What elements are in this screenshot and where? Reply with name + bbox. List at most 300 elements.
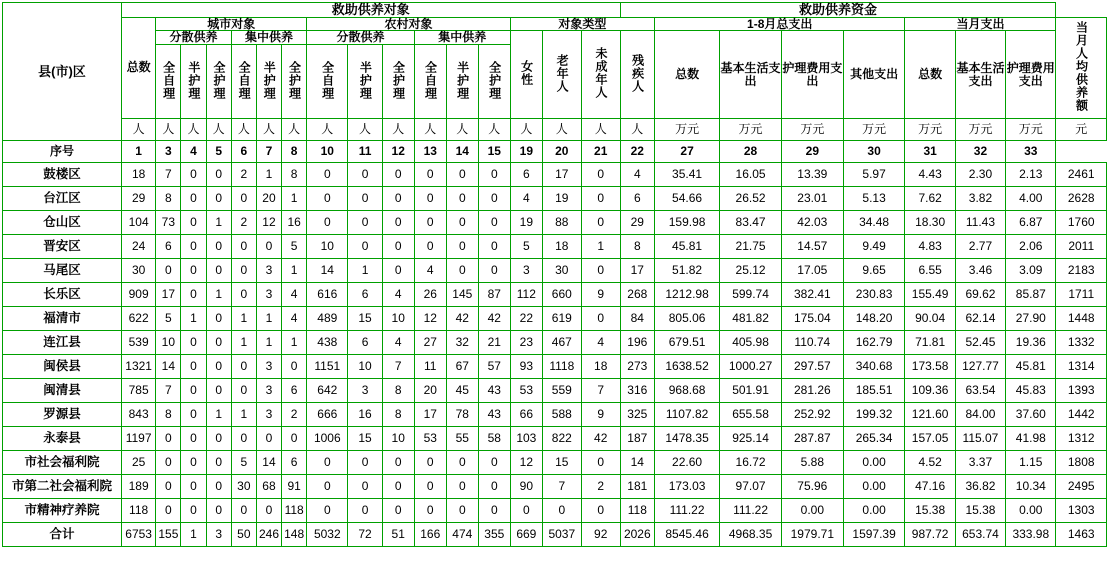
cell-value: 5 — [231, 450, 256, 474]
cell-value: 6 — [282, 378, 307, 402]
cell-value: 112 — [510, 282, 542, 306]
cell-value: 0 — [446, 210, 478, 234]
cell-value: 1.15 — [1006, 450, 1056, 474]
cell-value: 115.07 — [955, 426, 1005, 450]
cell-value: 0 — [446, 474, 478, 498]
cell-value: 50 — [231, 522, 256, 546]
table-row — [3, 354, 1107, 378]
cell-value: 3 — [348, 378, 382, 402]
cell-value: 90.04 — [905, 306, 955, 330]
cell-value: 2011 — [1056, 234, 1107, 258]
cell-value: 15 — [542, 450, 581, 474]
cell-value: 189 — [121, 474, 155, 498]
cell-value: 0 — [181, 450, 206, 474]
cell-value: 0 — [382, 234, 414, 258]
row-label: 市第二社会福利院 — [3, 474, 122, 498]
table-row — [3, 426, 1107, 450]
cell-value: 196 — [620, 330, 654, 354]
unit-cell: 万元 — [654, 118, 719, 140]
cell-value: 45.81 — [1006, 354, 1056, 378]
cell-value: 1 — [282, 330, 307, 354]
cell-value: 8545.46 — [654, 522, 719, 546]
table-row — [3, 282, 1107, 306]
cell-value: 7 — [542, 474, 581, 498]
cell-value: 4.83 — [905, 234, 955, 258]
cell-value: 54.66 — [654, 186, 719, 210]
seq-num: 13 — [414, 140, 446, 162]
cell-value: 0 — [231, 426, 256, 450]
cell-value: 3.37 — [955, 450, 1005, 474]
cell-value: 4 — [414, 258, 446, 282]
cell-value: 0 — [181, 186, 206, 210]
cell-value: 0 — [156, 474, 181, 498]
cell-value: 843 — [121, 402, 155, 426]
cell-value: 6 — [156, 234, 181, 258]
cell-value: 1 — [256, 330, 281, 354]
cell-value: 14.57 — [781, 234, 843, 258]
cell-value: 45.83 — [1006, 378, 1056, 402]
cell-value: 6.55 — [905, 258, 955, 282]
unit-cell: 人 — [206, 118, 231, 140]
cell-value: 1197 — [121, 426, 155, 450]
cell-value: 1478.35 — [654, 426, 719, 450]
cell-value: 1711 — [1056, 282, 1107, 306]
cell-value: 1393 — [1056, 378, 1107, 402]
cell-value: 21 — [478, 330, 510, 354]
cell-value: 67 — [446, 354, 478, 378]
cell-value: 925.14 — [720, 426, 782, 450]
cell-value: 0 — [478, 498, 510, 522]
cell-value: 0 — [307, 210, 348, 234]
row-label: 永泰县 — [3, 426, 122, 450]
sequence-label: 序号 — [3, 140, 122, 162]
cell-value: 155.49 — [905, 282, 955, 306]
cell-value: 5 — [156, 306, 181, 330]
cell-value: 83.47 — [720, 210, 782, 234]
cell-value: 3.82 — [955, 186, 1005, 210]
cell-value: 0 — [382, 450, 414, 474]
cell-value: 0 — [348, 474, 382, 498]
cell-value: 9.49 — [843, 234, 905, 258]
cell-value: 73 — [156, 210, 181, 234]
cell-value: 0 — [581, 210, 620, 234]
cell-value: 22 — [510, 306, 542, 330]
unit-cell: 万元 — [843, 118, 905, 140]
seq-num: 21 — [581, 140, 620, 162]
row-label: 福清市 — [3, 306, 122, 330]
cell-value: 0 — [446, 258, 478, 282]
cell-value: 9.65 — [843, 258, 905, 282]
cell-value: 0 — [282, 354, 307, 378]
cell-value: 0 — [382, 498, 414, 522]
cell-value: 0 — [181, 426, 206, 450]
cell-value: 103 — [510, 426, 542, 450]
row-label: 鼓楼区 — [3, 162, 122, 186]
cell-value: 1597.39 — [843, 522, 905, 546]
cell-value: 0 — [206, 234, 231, 258]
cell-value: 16 — [282, 210, 307, 234]
cell-value: 118 — [282, 498, 307, 522]
cell-value: 2495 — [1056, 474, 1107, 498]
unit-cell: 万元 — [781, 118, 843, 140]
table-row — [3, 234, 1107, 258]
cell-value: 148 — [282, 522, 307, 546]
cell-value: 1 — [206, 282, 231, 306]
cell-value: 36.82 — [955, 474, 1005, 498]
cell-value: 1 — [231, 402, 256, 426]
cell-value: 0.00 — [843, 474, 905, 498]
cell-value: 666 — [307, 402, 348, 426]
seq-num: 22 — [620, 140, 654, 162]
cell-value: 4.43 — [905, 162, 955, 186]
cell-value: 1 — [181, 522, 206, 546]
header-total-count: 总数 — [121, 17, 155, 118]
cell-value: 6753 — [121, 522, 155, 546]
cell-value: 6 — [282, 450, 307, 474]
header-rural-scattered-full-self: 全自理 — [307, 44, 348, 118]
cell-value: 0.00 — [843, 498, 905, 522]
unit-cell: 人 — [581, 118, 620, 140]
header-month-expense: 当月支出 — [905, 17, 1056, 31]
seq-num: 28 — [720, 140, 782, 162]
cell-value: 43 — [478, 402, 510, 426]
cell-value: 1303 — [1056, 498, 1107, 522]
seq-num: 7 — [256, 140, 281, 162]
header-row-sequence — [3, 140, 1107, 162]
header-basic-living-total: 基本生活支出 — [720, 31, 782, 119]
cell-value: 0 — [231, 258, 256, 282]
cell-value: 5.97 — [843, 162, 905, 186]
cell-value: 0 — [231, 234, 256, 258]
cell-value: 0 — [414, 234, 446, 258]
unit-cell: 人 — [414, 118, 446, 140]
group-objects: 救助供养对象 — [121, 3, 620, 18]
cell-value: 159.98 — [654, 210, 719, 234]
cell-value: 0 — [478, 450, 510, 474]
cell-value: 52.45 — [955, 330, 1005, 354]
cell-value: 1760 — [1056, 210, 1107, 234]
cell-value: 281.26 — [781, 378, 843, 402]
cell-value: 9 — [581, 402, 620, 426]
cell-value: 0 — [382, 210, 414, 234]
cell-value: 0.00 — [843, 450, 905, 474]
seq-num: 19 — [510, 140, 542, 162]
cell-value: 5.13 — [843, 186, 905, 210]
cell-value: 90 — [510, 474, 542, 498]
cell-value: 110.74 — [781, 330, 843, 354]
cell-value: 42.03 — [781, 210, 843, 234]
header-object-type: 对象类型 — [510, 17, 654, 31]
cell-value: 1 — [206, 210, 231, 234]
cell-value: 15 — [348, 426, 382, 450]
cell-value: 0 — [478, 474, 510, 498]
cell-value: 8 — [382, 402, 414, 426]
cell-value: 340.68 — [843, 354, 905, 378]
cell-value: 1442 — [1056, 402, 1107, 426]
cell-value: 805.06 — [654, 306, 719, 330]
cell-value: 1 — [282, 258, 307, 282]
cell-value: 405.98 — [720, 330, 782, 354]
cell-value: 9 — [581, 282, 620, 306]
seq-num: 11 — [348, 140, 382, 162]
cell-value: 297.57 — [781, 354, 843, 378]
cell-value: 7 — [581, 378, 620, 402]
cell-value: 7.62 — [905, 186, 955, 210]
cell-value: 669 — [510, 522, 542, 546]
cell-value: 18 — [121, 162, 155, 186]
cell-value: 71.81 — [905, 330, 955, 354]
header-rural-conc-full-care: 全护理 — [478, 44, 510, 118]
cell-value: 18 — [542, 234, 581, 258]
header-row-units — [3, 118, 1107, 140]
cell-value: 111.22 — [720, 498, 782, 522]
cell-value: 0 — [206, 498, 231, 522]
cell-value: 51.82 — [654, 258, 719, 282]
table-row — [3, 378, 1107, 402]
cell-value: 2183 — [1056, 258, 1107, 282]
seq-num: 32 — [955, 140, 1005, 162]
cell-value: 0 — [348, 498, 382, 522]
cell-value: 0 — [307, 450, 348, 474]
cell-value: 4 — [282, 306, 307, 330]
header-city-conc-full-self: 全自理 — [231, 44, 256, 118]
cell-value: 3 — [256, 282, 281, 306]
cell-value: 10 — [156, 330, 181, 354]
cell-value: 252.92 — [781, 402, 843, 426]
cell-value: 660 — [542, 282, 581, 306]
cell-value: 42 — [581, 426, 620, 450]
cell-value: 1151 — [307, 354, 348, 378]
cell-value: 8 — [620, 234, 654, 258]
cell-value: 619 — [542, 306, 581, 330]
row-label: 罗源县 — [3, 402, 122, 426]
seq-num: 14 — [446, 140, 478, 162]
cell-value: 8 — [382, 378, 414, 402]
header-rural-scattered-full-care: 全护理 — [382, 44, 414, 118]
header-rural-objects: 农村对象 — [307, 17, 511, 31]
cell-value: 0 — [181, 162, 206, 186]
cell-value: 2.06 — [1006, 234, 1056, 258]
header-rural-conc-half-care: 半护理 — [446, 44, 478, 118]
header-care-fee-month: 护理费用支出 — [1006, 31, 1056, 119]
header-city-scattered-half-care: 半护理 — [181, 44, 206, 118]
cell-value: 2026 — [620, 522, 654, 546]
cell-value: 0 — [307, 186, 348, 210]
cell-value: 14 — [307, 258, 348, 282]
cell-value: 0 — [581, 450, 620, 474]
cell-value: 15.38 — [905, 498, 955, 522]
cell-value: 822 — [542, 426, 581, 450]
header-per-capita: 当月人均供养额 — [1056, 17, 1107, 118]
cell-value: 0 — [206, 426, 231, 450]
cell-value: 5037 — [542, 522, 581, 546]
cell-value: 6.87 — [1006, 210, 1056, 234]
cell-value: 63.54 — [955, 378, 1005, 402]
cell-value: 30 — [121, 258, 155, 282]
cell-value: 19 — [542, 186, 581, 210]
cell-value: 10 — [382, 426, 414, 450]
cell-value: 2 — [231, 162, 256, 186]
cell-value: 62.14 — [955, 306, 1005, 330]
cell-value: 0 — [231, 354, 256, 378]
cell-value: 6 — [348, 330, 382, 354]
cell-value: 53 — [414, 426, 446, 450]
cell-value: 0 — [181, 402, 206, 426]
cell-value: 6 — [510, 162, 542, 186]
cell-value: 622 — [121, 306, 155, 330]
cell-value: 1808 — [1056, 450, 1107, 474]
cell-value: 559 — [542, 378, 581, 402]
cell-value: 1 — [231, 306, 256, 330]
unit-cell: 人 — [382, 118, 414, 140]
header-rural-scattered-half-care: 半护理 — [348, 44, 382, 118]
cell-value: 3.46 — [955, 258, 1005, 282]
group-funds: 救助供养资金 — [620, 3, 1056, 18]
header-minor: 未成年人 — [581, 31, 620, 119]
cell-value: 14 — [156, 354, 181, 378]
unit-cell: 人 — [231, 118, 256, 140]
cell-value: 78 — [446, 402, 478, 426]
cell-value: 0 — [181, 474, 206, 498]
cell-value: 0 — [206, 162, 231, 186]
row-label: 马尾区 — [3, 258, 122, 282]
seq-num: 15 — [478, 140, 510, 162]
cell-value: 181 — [620, 474, 654, 498]
cell-value: 0 — [282, 426, 307, 450]
cell-value: 72 — [348, 522, 382, 546]
table-row — [3, 474, 1107, 498]
cell-value: 2 — [581, 474, 620, 498]
cell-value: 55 — [446, 426, 478, 450]
header-row-subgroups — [3, 17, 1107, 31]
row-label: 市精神疗养院 — [3, 498, 122, 522]
unit-cell: 人 — [121, 118, 155, 140]
cell-value: 0 — [181, 258, 206, 282]
cell-value: 15 — [348, 306, 382, 330]
seq-num: 10 — [307, 140, 348, 162]
cell-value: 268 — [620, 282, 654, 306]
cell-value: 0 — [348, 210, 382, 234]
unit-cell: 人 — [542, 118, 581, 140]
cell-value: 0 — [307, 162, 348, 186]
seq-num: 1 — [121, 140, 155, 162]
cell-value: 21.75 — [720, 234, 782, 258]
cell-value: 148.20 — [843, 306, 905, 330]
cell-value: 0 — [446, 450, 478, 474]
cell-value: 6 — [620, 186, 654, 210]
cell-value: 230.83 — [843, 282, 905, 306]
cell-value: 7 — [156, 378, 181, 402]
cell-value: 5.88 — [781, 450, 843, 474]
cell-value: 4 — [382, 330, 414, 354]
cell-value: 1 — [256, 162, 281, 186]
cell-value: 17 — [620, 258, 654, 282]
cell-value: 0 — [206, 186, 231, 210]
cell-value: 0 — [382, 258, 414, 282]
cell-value: 599.74 — [720, 282, 782, 306]
cell-value: 0 — [181, 498, 206, 522]
row-label: 仓山区 — [3, 210, 122, 234]
cell-value: 1321 — [121, 354, 155, 378]
cell-value: 68 — [256, 474, 281, 498]
cell-value: 43 — [478, 378, 510, 402]
cell-value: 0 — [382, 186, 414, 210]
row-label: 市社会福利院 — [3, 450, 122, 474]
supply-statistics-table — [2, 2, 1107, 547]
table-row — [3, 498, 1107, 522]
cell-value: 2.13 — [1006, 162, 1056, 186]
header-row-groups — [3, 3, 1107, 18]
cell-value: 0 — [510, 498, 542, 522]
cell-value: 29 — [121, 186, 155, 210]
cell-value: 0 — [206, 258, 231, 282]
cell-value: 30 — [231, 474, 256, 498]
cell-value: 1463 — [1056, 522, 1107, 546]
unit-cell: 人 — [307, 118, 348, 140]
cell-value: 10 — [348, 354, 382, 378]
table-row — [3, 402, 1107, 426]
cell-value: 6 — [348, 282, 382, 306]
cell-value: 3.09 — [1006, 258, 1056, 282]
cell-value: 909 — [121, 282, 155, 306]
cell-value: 2.77 — [955, 234, 1005, 258]
cell-value: 0 — [156, 258, 181, 282]
cell-value: 93 — [510, 354, 542, 378]
cell-value: 0 — [478, 162, 510, 186]
cell-value: 4 — [282, 282, 307, 306]
cell-value: 0 — [348, 186, 382, 210]
cell-value: 41.98 — [1006, 426, 1056, 450]
unit-cell: 人 — [282, 118, 307, 140]
cell-value: 3 — [256, 402, 281, 426]
unit-cell: 万元 — [1006, 118, 1056, 140]
cell-value: 162.79 — [843, 330, 905, 354]
cell-value: 0 — [256, 426, 281, 450]
cell-value: 1118 — [542, 354, 581, 378]
cell-value: 0 — [348, 162, 382, 186]
cell-value: 3 — [256, 258, 281, 282]
cell-value: 0 — [414, 450, 446, 474]
cell-value: 26 — [414, 282, 446, 306]
cell-value: 4 — [620, 162, 654, 186]
cell-value: 0 — [181, 354, 206, 378]
cell-value: 0 — [478, 186, 510, 210]
header-total-fund: 总数 — [654, 31, 719, 119]
cell-value: 0 — [256, 498, 281, 522]
unit-cell: 人 — [256, 118, 281, 140]
cell-value: 118 — [121, 498, 155, 522]
header-total-expense: 1-8月总支出 — [654, 17, 905, 31]
cell-value: 0 — [446, 498, 478, 522]
cell-value: 53 — [510, 378, 542, 402]
cell-value: 1 — [256, 306, 281, 330]
header-city-scattered: 分散供养 — [156, 31, 231, 45]
cell-value: 26.52 — [720, 186, 782, 210]
cell-value: 32 — [446, 330, 478, 354]
seq-num: 33 — [1006, 140, 1056, 162]
cell-value: 2.30 — [955, 162, 1005, 186]
cell-value: 0 — [231, 186, 256, 210]
cell-value: 42 — [446, 306, 478, 330]
header-basic-living-month: 基本生活支出 — [955, 31, 1005, 119]
cell-value: 84 — [620, 306, 654, 330]
cell-value: 333.98 — [1006, 522, 1056, 546]
cell-value: 1 — [581, 234, 620, 258]
cell-value: 1 — [231, 330, 256, 354]
cell-value: 0 — [156, 498, 181, 522]
cell-value: 91 — [282, 474, 307, 498]
cell-value: 679.51 — [654, 330, 719, 354]
